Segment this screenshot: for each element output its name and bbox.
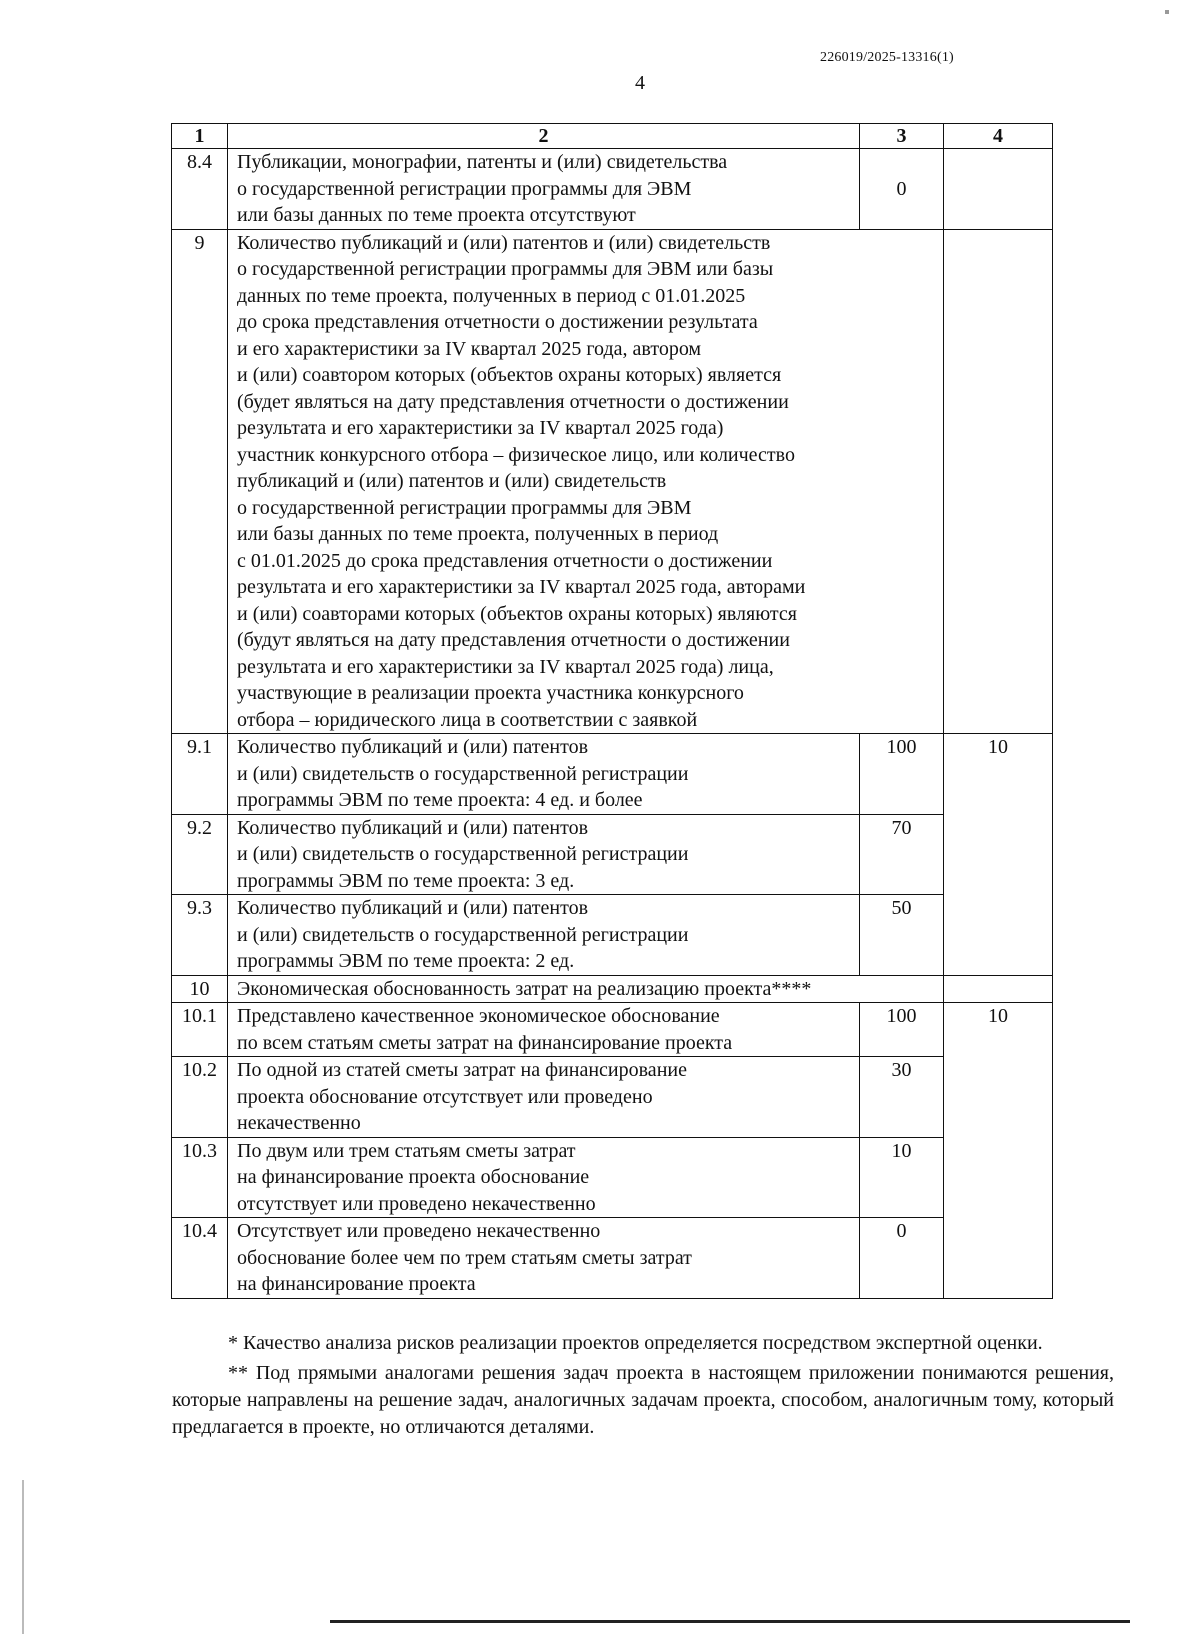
table-row <box>172 149 1053 230</box>
row-score: 0 <box>860 1218 944 1299</box>
table-row <box>172 975 1053 1003</box>
footer-rule <box>330 1620 1130 1623</box>
column-header: 2 <box>228 124 860 149</box>
row-number: 10 <box>172 975 228 1003</box>
scan-speck <box>1165 10 1169 14</box>
footnote: * Качество анализа рисков реализации проектов определяется посредством экспертной оценки. <box>228 1332 1043 1354</box>
row-description: Отсутствует или проведено некачественно обоснование более чем по трем статьям сметы затрат на финансирование проекта <box>228 1218 860 1299</box>
column-header: 1 <box>172 124 228 149</box>
row-weight <box>944 975 1053 1003</box>
row-description: Экономическая обоснованность затрат на реализацию проекта**** <box>228 975 944 1003</box>
table-row <box>172 1137 1053 1218</box>
row-number: 10.3 <box>172 1137 228 1218</box>
row-description: Представлено качественное экономическое обоснование по всем статьям сметы затрат на финансирование проекта <box>228 1003 860 1057</box>
document-id: 226019/2025-13316(1) <box>820 50 954 65</box>
row-number: 9.1 <box>172 734 228 815</box>
row-score: 50 <box>860 895 944 976</box>
table-row <box>172 1218 1053 1299</box>
row-score: 100 <box>860 1003 944 1057</box>
page-number: 4 <box>635 72 645 94</box>
row-description: Количество публикаций и (или) патентов и (или) свидетельств о государственной регистрации программы ЭВМ по теме проекта: 4 ед. и более <box>228 734 860 815</box>
table-row <box>172 734 1053 815</box>
table-row <box>172 229 1053 734</box>
row-weight: 10 <box>944 734 1053 976</box>
row-number: 9.3 <box>172 895 228 976</box>
row-description: Количество публикаций и (или) патентов и (или) свидетельств о государственной регистрации программы ЭВМ по теме проекта: 3 ед. <box>228 814 860 895</box>
footnotes <box>172 1330 1114 1444</box>
table-row <box>172 895 1053 976</box>
row-weight: 10 <box>944 1003 1053 1299</box>
row-score: 0 <box>860 149 944 230</box>
table-row <box>172 1003 1053 1057</box>
row-weight <box>944 149 1053 230</box>
row-number: 10.4 <box>172 1218 228 1299</box>
row-score: 100 <box>860 734 944 815</box>
table-row <box>172 814 1053 895</box>
row-description: По двум или трем статьям сметы затрат на финансирование проекта обоснование отсутствует или проведено некачественно <box>228 1137 860 1218</box>
row-description: Количество публикаций и (или) патентов и (или) свидетельств о государственной регистрации программы для ЭВМ или базы данных по теме проекта, полученных в период с 01.01.2025 до срока представления отчетности о достижении результата и его характеристики за IV квартал 2025 года, автором и (или) соавтором которых (объектов охраны которых) является (будет являться на дату представления отчетности о достижении результата и его характеристики за IV квартал 2025 года) участник конкурсного отбора – физическое лицо, или количество публикаций и (или) патентов и (или) свидетельств о государственной регистрации программы для ЭВМ или базы данных по теме проекта, полученных в период с 01.01.2025 до срока представления отчетности о достижении результата и его характеристики за IV квартал 2025 года, авторами и (или) соавторами которых (объектов охраны которых) являются (будут являться на дату представления отчетности о достижении результата и его характеристики за IV квартал 2025 года) лица, участвующие в реализации проекта участника конкурсного отбора – юридического лица в соответствии с заявкой <box>228 229 944 734</box>
footnote: ** Под прямыми аналогами решения задач проекта в настоящем приложении понимаются решения, которые направлены на решение задач, аналогичных задачам проекта, способом, аналогичным тому, который предлагается в проекте, но отличаются деталями. <box>172 1362 1114 1438</box>
row-number: 9 <box>172 229 228 734</box>
row-score: 70 <box>860 814 944 895</box>
row-description: Количество публикаций и (или) патентов и (или) свидетельств о государственной регистрации программы ЭВМ по теме проекта: 2 ед. <box>228 895 860 976</box>
row-score: 30 <box>860 1057 944 1138</box>
row-number: 10.2 <box>172 1057 228 1138</box>
row-number: 9.2 <box>172 814 228 895</box>
row-number: 10.1 <box>172 1003 228 1057</box>
table-header-row <box>172 124 1053 149</box>
row-score: 10 <box>860 1137 944 1218</box>
row-description: Публикации, монографии, патенты и (или) свидетельства о государственной регистрации программы для ЭВМ или базы данных по теме проекта отсутствуют <box>228 149 860 230</box>
table-row <box>172 1057 1053 1138</box>
column-header: 3 <box>860 124 944 149</box>
column-header: 4 <box>944 124 1053 149</box>
row-description: По одной из статей сметы затрат на финансирование проекта обоснование отсутствует или проведено некачественно <box>228 1057 860 1138</box>
criteria-table <box>171 123 1053 1299</box>
row-weight <box>944 229 1053 734</box>
row-number: 8.4 <box>172 149 228 230</box>
scan-edge-line <box>22 1480 24 1634</box>
